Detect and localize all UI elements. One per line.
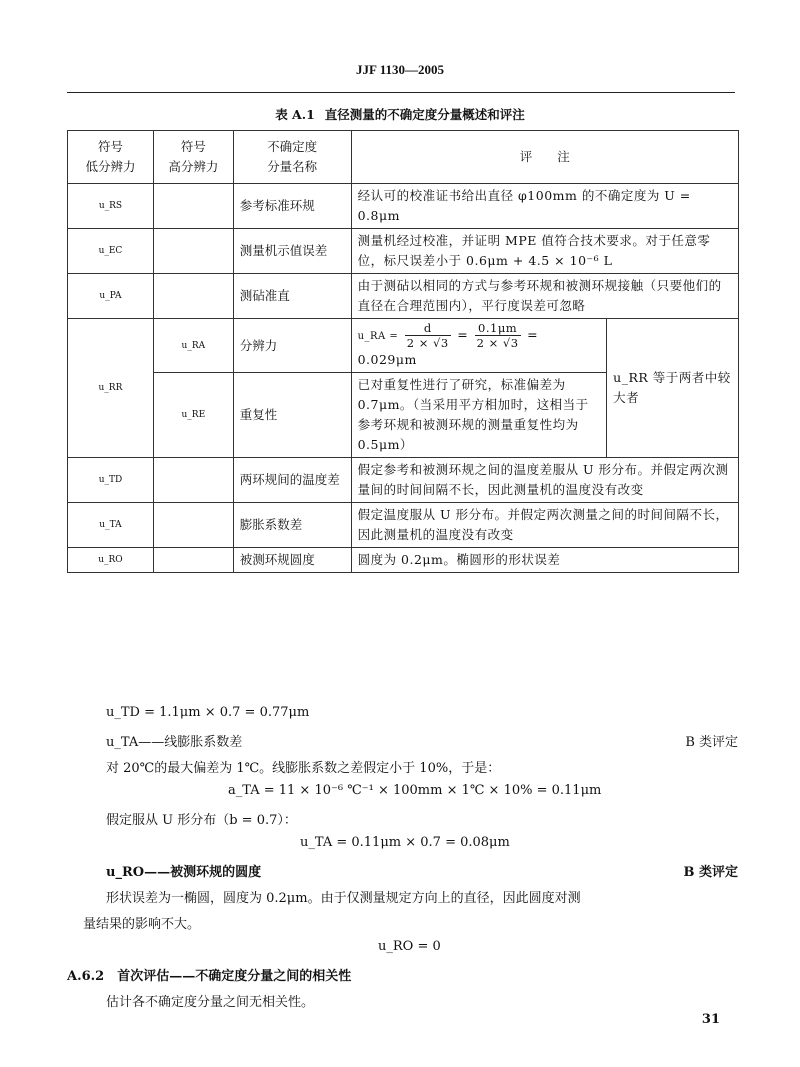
section-heading-expansion-coefficient: u_TA——线膨胀系数差: [106, 735, 243, 750]
body-paragraph: 形状误差为一椭圆，圆度为 0.2μm。由于仅测量规定方向上的直径，因此圆度对测: [106, 891, 581, 906]
row-name: 分辨力: [233, 319, 351, 373]
row-comment: 由于测砧以相同的方式与参考环规和被测环规接触（只要他们的直径在合理范围内），平行度误差可忽略: [351, 274, 738, 319]
larger-of-two-note: u_RR 等于两者中较大者: [607, 319, 739, 458]
table-row: [68, 548, 739, 573]
row-comment: 测量机经过校准，并证明 MPE 值符合技术要求。对于任意零位，标尺误差小于 0.6μm + 4.5 × 10⁻⁶ L: [351, 229, 738, 274]
body-paragraph: 对 20℃的最大偏差为 1℃。线膨胀系数之差假定小于 10%，于是：: [106, 761, 501, 776]
row-comment: 圆度为 0.2μm。椭圆形的形状误差: [351, 548, 738, 573]
table-row: [68, 229, 739, 274]
row-symbol: u_PA: [68, 274, 154, 319]
row-name: 被测环规圆度: [233, 548, 351, 573]
row-comment: 假定参考和被测环规之间的温度差服从 U 形分布。并假定两次测量间的时间间隔不长，因此测量机的温度没有改变: [351, 458, 738, 503]
table-row: [68, 458, 739, 503]
fraction: $\frac{0.1\mu m}{2 \times √3}$: [476, 321, 519, 350]
section-heading-a62: A.6.2 首次评估——不确定度分量之间的相关性: [67, 969, 352, 984]
row-comment: 已对重复性进行了研究，标准偏差为 0.7μm。（当采用平方相加时，这相当于参考环规和被测环规的测量重复性均为 0.5μm）: [351, 373, 607, 458]
row-name: 重复性: [233, 373, 351, 458]
row-sub-symbol: u_RA: [153, 319, 233, 373]
row-name: 测砧准直: [233, 274, 351, 319]
type-b-evaluation-tag: B 类评定: [683, 865, 738, 880]
header-comment: 评 注: [351, 131, 738, 184]
header-low-res-symbol: 符号 低分辨力: [68, 131, 154, 184]
table-caption-number: 表 A.1: [275, 107, 315, 122]
table-row: [68, 319, 739, 373]
equation-u-ta: u_TA = 0.11μm × 0.7 = 0.08μm: [300, 835, 510, 850]
uncertainty-components-table: [67, 130, 739, 573]
row-sub-symbol: u_RE: [153, 373, 233, 458]
body-paragraph: 假定服从 U 形分布（b = 0.7）：: [106, 813, 297, 828]
row-symbol: u_RS: [68, 184, 154, 229]
row-symbol: u_TA: [68, 503, 154, 548]
header-high-res-symbol: 符号 高分辨力: [153, 131, 233, 184]
document-code-header: JJF 1130—2005: [356, 62, 444, 77]
table-caption-title: 直径测量的不确定度分量概述和评注: [324, 107, 525, 122]
table-header-row: [68, 131, 739, 184]
row-name: 参考标准环规: [233, 184, 351, 229]
section-heading-roundness: u_RO——被测环规的圆度: [106, 865, 262, 880]
row-name: 两环规间的温度差: [233, 458, 351, 503]
table-caption: [0, 105, 800, 123]
row-symbol: u_RR: [68, 319, 154, 458]
equation-u-td: u_TD = 1.1μm × 0.7 = 0.77μm: [106, 705, 310, 720]
body-paragraph: 量结果的影响不大。: [83, 917, 201, 932]
row-name: 测量机示值误差: [233, 229, 351, 274]
body-paragraph: 估计各不确定度分量之间无相关性。: [106, 995, 315, 1010]
header-divider: [67, 92, 735, 93]
row-symbol: u_TD: [68, 458, 154, 503]
table-row: [68, 184, 739, 229]
row-comment: 经认可的校准证书给出直径 φ100mm 的不确定度为 U = 0.8μm: [351, 184, 738, 229]
row-comment: 假定温度服从 U 形分布。并假定两次测量之间的时间间隔不长，因此测量机的温度没有改变: [351, 503, 738, 548]
equation-u-ro: u_RO = 0: [378, 939, 441, 954]
equation-a-ta: a_TA = 11 × 10⁻⁶ ℃⁻¹ × 100mm × 1℃ × 10% = 0.11μm: [228, 783, 602, 798]
table-row: [68, 503, 739, 548]
row-name: 膨胀系数差: [233, 503, 351, 548]
table-row: [68, 274, 739, 319]
type-b-evaluation-tag: B 类评定: [685, 735, 738, 750]
header-component-name: 不确定度 分量名称: [233, 131, 351, 184]
row-symbol: u_RO: [68, 548, 154, 573]
page-number: 31: [701, 1012, 720, 1027]
row-symbol: u_EC: [68, 229, 154, 274]
fraction: $\frac{d}{2 \times √3}$: [406, 321, 449, 350]
resolution-equation: u_RA = $\frac{d}{2 \times √3}$ = $\frac{0.1\mu m}{2 \times √3}$ = 0.029μm: [351, 319, 607, 373]
